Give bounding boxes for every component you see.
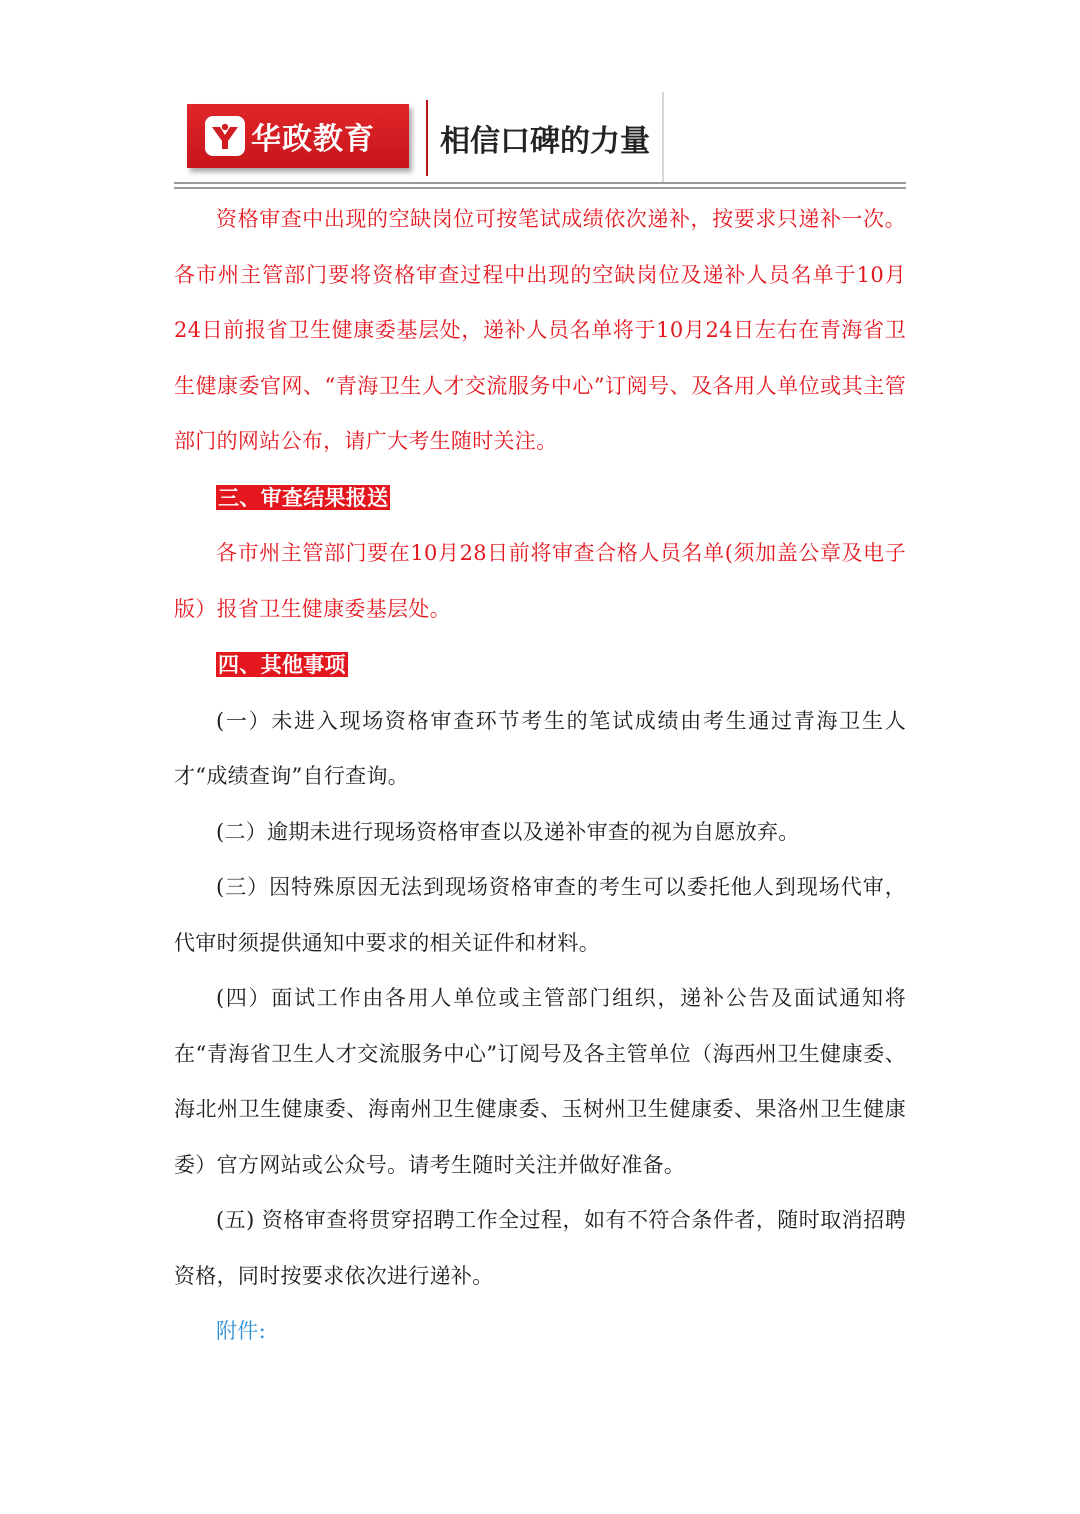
list-item: (四）面试工作由各用人单位或主管部门组织，递补公告及面试通知将在“青海省卫生人才交流服务中心”订阅号及各主管单位（海西州卫生健康委、海北州卫生健康委、海南州卫生健康委、玉树州卫生健康委、果洛州卫生健康委）官方网站或公众号。请考生随时关注并做好准备。 <box>174 986 906 1177</box>
header-right-border <box>662 92 664 182</box>
document-body <box>174 192 906 1360</box>
paragraph-vacancy-supplement: 资格审查中出现的空缺岗位可按笔试成绩依次递补，按要求只递补一次。各市州主管部门要将资格审查过程中出现的空缺岗位及递补人员名单于10月24日前报省卫生健康委基层处，递补人员名单将于10月24日左右在青海省卫生健康委官网、“青海卫生人才交流服务中心”订阅号、及各用人单位或其主管部门的网站公布，请广大考生随时关注。 <box>174 207 906 453</box>
header-rule <box>174 182 906 184</box>
section-heading-other-matters <box>174 637 906 694</box>
brand-logo <box>187 104 409 168</box>
header-divider <box>426 100 428 176</box>
list-item: (二）逾期未进行现场资格审查以及递补审查的视为自愿放弃。 <box>216 819 800 844</box>
section-heading-label: 四、其他事项 <box>218 652 346 677</box>
paragraph-review-submission: 各市州主管部门要在10月28日前将审查合格人员名单(须加盖公章及电子版）报省卫生健康委基层处。 <box>174 541 906 621</box>
section-heading-review-results <box>174 470 906 527</box>
list-item: (五) 资格审查将贯穿招聘工作全过程，如有不符合条件者，随时取消招聘资格，同时按要求依次进行递补。 <box>174 1208 906 1288</box>
list-item: (一）未进入现场资格审查环节考生的笔试成绩由考生通过青海卫生人才“成绩查询”自行查询。 <box>174 708 906 788</box>
header-rule <box>174 187 906 189</box>
brand-name: 华政教育 <box>251 122 375 157</box>
list-item: (三）因特殊原因无法到现场资格审查的考生可以委托他人到现场代审，代审时须提供通知中要求的相关证件和材料。 <box>174 875 906 955</box>
section-heading-label: 三、审查结果报送 <box>218 484 389 510</box>
brand-slogan: 相信口碑的力量 <box>440 124 650 159</box>
huazheng-logo-icon <box>205 116 245 156</box>
page-header <box>174 92 906 192</box>
attachment-label: 附件: <box>216 1319 266 1343</box>
